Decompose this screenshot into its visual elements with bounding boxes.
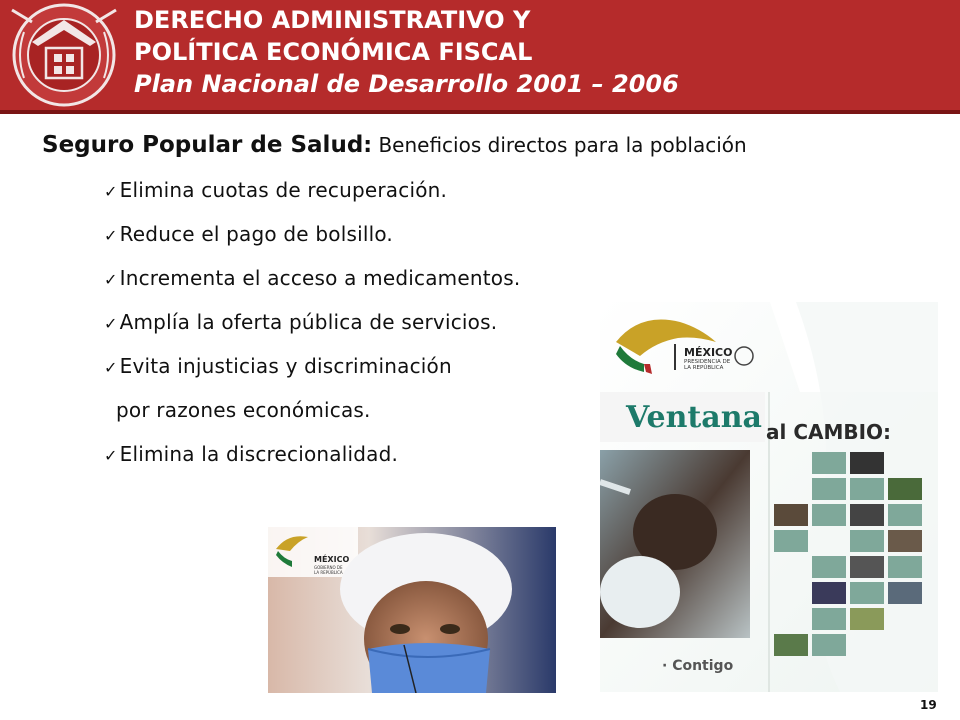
ventana-al-cambio-poster — [600, 302, 938, 692]
checkmark-icon: ✓ — [104, 314, 118, 333]
checkmark-icon: ✓ — [104, 182, 118, 201]
header-title-line1: DERECHO ADMINISTRATIVO Y — [134, 6, 531, 34]
list-item — [104, 222, 393, 246]
heading-bold-text: Seguro Popular de Salud — [42, 132, 364, 158]
university-seal-icon — [2, 2, 126, 108]
poster-contigo-text: · Contigo — [662, 658, 734, 674]
poster-cambio-text: al CAMBIO: — [766, 420, 892, 444]
list-item-text: Evita injusticias y discriminación — [119, 354, 452, 378]
nurse-photo-artwork — [268, 527, 556, 693]
list-item-text: Reduce el pago de bolsillo. — [119, 222, 393, 246]
list-item-text: Elimina la discrecionalidad. — [119, 442, 399, 466]
poster-artwork — [600, 302, 938, 692]
checkmark-icon: ✓ — [104, 358, 118, 377]
checkmark-icon: ✓ — [104, 446, 118, 465]
list-item-text: Amplía la oferta pública de servicios. — [119, 310, 498, 334]
header-title-line2: POLÍTICA ECONÓMICA FISCAL — [134, 38, 533, 66]
list-item — [104, 442, 398, 466]
checkmark-icon: ✓ — [104, 226, 118, 245]
list-item — [104, 310, 497, 334]
poster-presidencia-label: PRESIDENCIA DE LA REPÚBLICA — [684, 359, 731, 371]
page-number: 19 — [920, 698, 937, 712]
nurse-subtitle-label: GOBIERNO DE LA REPÚBLICA — [314, 565, 343, 575]
nurse-photo — [268, 527, 556, 693]
header-bar — [0, 0, 960, 110]
checkmark-icon: ✓ — [104, 270, 118, 289]
list-item-text: Incrementa el acceso a medicamentos. — [119, 266, 521, 290]
section-heading — [42, 132, 747, 158]
list-item — [104, 354, 452, 378]
list-item-continuation — [104, 398, 371, 422]
poster-mexico-label: MÉXICO — [684, 346, 733, 359]
list-item-text: por razones económicas. — [116, 398, 371, 422]
poster-ventana-text: Ventana — [626, 400, 762, 435]
list-item — [104, 178, 447, 202]
nurse-mexico-label: MÉXICO — [314, 555, 350, 564]
header-subtitle: Plan Nacional de Desarrollo 2001 – 2006 — [134, 70, 679, 98]
heading-colon: : — [363, 133, 373, 158]
heading-rest-text: Beneficios directos para la población — [372, 133, 747, 157]
list-item — [104, 266, 520, 290]
header-divider — [0, 110, 960, 114]
list-item-text: Elimina cuotas de recuperación. — [119, 178, 448, 202]
